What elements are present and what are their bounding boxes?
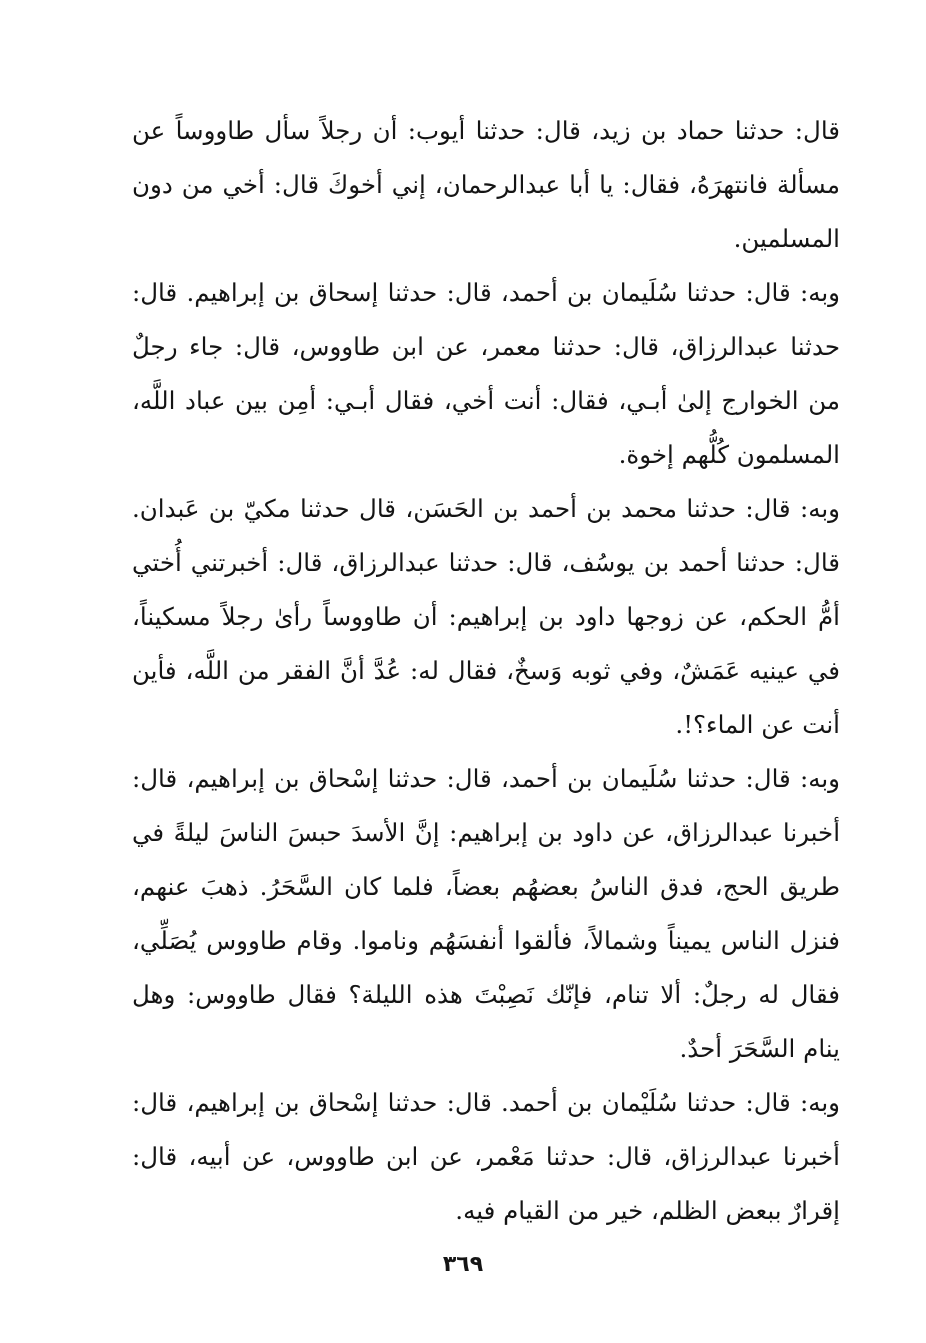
page-number: ٣٦٩: [442, 1252, 484, 1277]
paragraph-2: وبه: قال: حدثنا سُلَيمان بن أحمد، قال: حدثنا إسحاق بن إبراهيم. قال: حدثنا عبدالرزاق، قال: حدثنا معمر، عن ابن طاووس، قال: جاء رجلٌ من الخوارج إلىٰ أبـي، فقال: أنت أخي، فقال أبـي: أمِن بين عباد اللَّه، المسلمون كُلُّهم إخوة.: [132, 278, 840, 469]
paragraph-4: وبه: قال: حدثنا سُلَيمان بن أحمد، قال: حدثنا إسْحاق بن إبراهيم، قال: أخبرنا عبدالرزاق، عن داود بن إبراهيم: إنَّ الأسدَ حبسَ الناسَ ليلةً في طريق الحج، فدق الناسُ بعضهُم بعضاً، فلما كان السَّحَرُ. ذهبَ عنهم، فنزل الناس يميناً وشمالاً، فألقوا أنفسَهُم وناموا. وقام طاووس يُصَلِّي، فقال له رجلٌ: ألا تنام، فإنّك نَصِبْتَ هذه الليلة؟ فقال طاووس: وهل ينام السَّحَرَ أحدٌ.: [132, 764, 840, 1063]
paragraph-5: وبه: قال: حدثنا سُلَيْمان بن أحمد. قال: حدثنا إسْحاق بن إبراهيم، قال: أخبرنا عبدالرزاق، قال: حدثنا مَعْمر، عن ابن طاووس، عن أبيه، قال: إقرارٌ ببعض الظلم، خير من القيام فيه.: [132, 1088, 840, 1225]
paragraph-3: وبه: قال: حدثنا محمد بن أحمد بن الحَسَن، قال حدثنا مكيّ بن عَبدان. قال: حدثنا أحمد بن يوسُف، قال: حدثنا عبدالرزاق، قال: أخبرتني أُختي أمُّ الحكم، عن زوجها داود بن إبراهيم: أن طاووساً رأىٰ رجلاً مسكيناً، في عينيه عَمَشٌ، وفي ثوبه وَسخٌ، فقال له: عُدَّ أنَّ الفقر من اللَّه، فأين أنت عن الماء؟!.: [132, 494, 840, 739]
paragraph-1: قال: حدثنا حماد بن زيد، قال: حدثنا أيوب: أن رجلاً سأل طاووساً عن مسألة فانتهرَهُ، فقال: يا أبا عبدالرحمان، إني أخوكَ قال: أخي من دون المسلمين.: [132, 116, 840, 253]
